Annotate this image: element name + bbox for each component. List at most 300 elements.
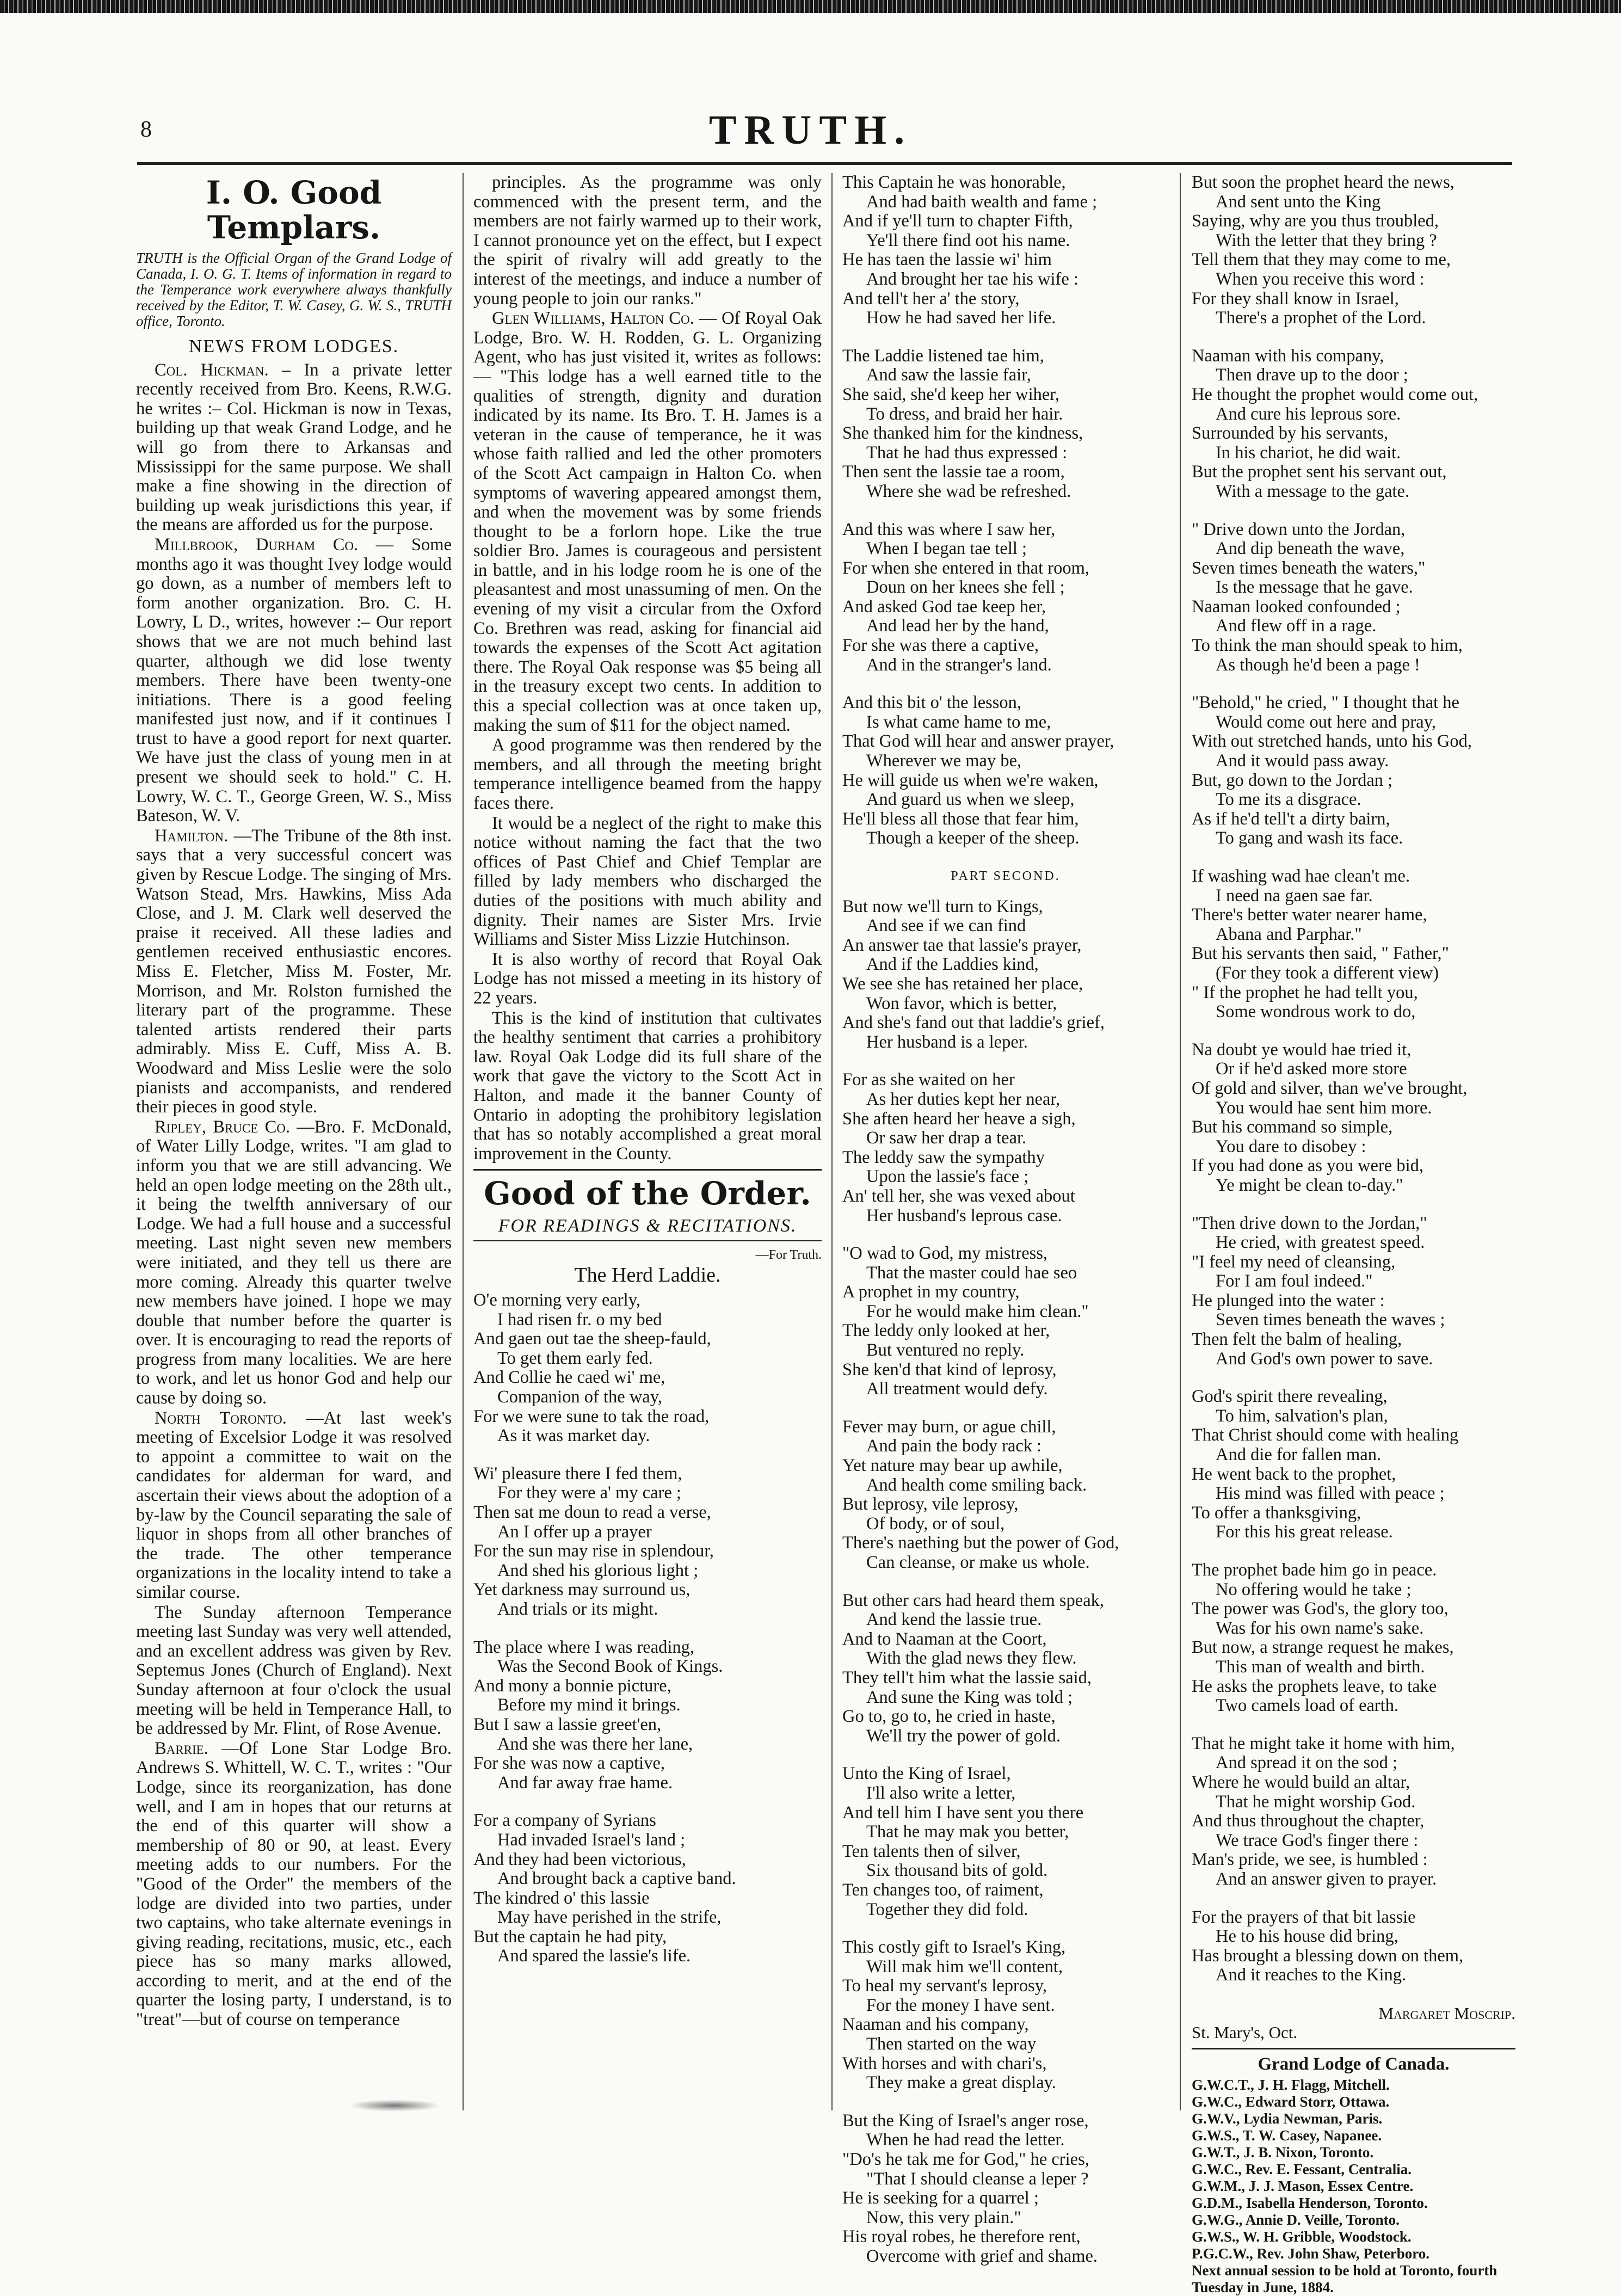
paragraph-text: —Of Lone Star Lodge Bro. Andrews S. Whittell, W. C. T., writes : "Our Lodge, since its reorganization, has done well, and I am in hopes that our returns at the end of this quarter will show a membership of 80 or 90, at least. Every meeting adds to our numbers. For the "Good of the Order" the members of the lodge are divided into two parties, under two captains, who take alternate evenings in giving reading, recitations, music, etc., each piece has so many marks allowed, according to merit, and at the end of the quarter the losing party, I understand, is to "treat"—but of course on temperance [136,1738,452,2030]
verse-line: The leddy saw the sympathy [842,1147,1045,1167]
verse-line: Seven times beneath the waters," [1192,558,1426,578]
paragraph-text: It is also worthy of record that Royal Oak Lodge has not missed a meeting in its history of 22 years. [473,949,822,1008]
verse-line: Saying, why are you thus troubled, [1192,211,1439,231]
verse-line: A prophet in my country, [842,1282,1020,1302]
verse-line: With out stretched hands, unto his God, [1192,731,1472,752]
verse-line: For this his great release. [1216,1522,1393,1542]
verse-line: Then drave up to the door ; [1216,365,1408,385]
verse-line: No offering would he take ; [1216,1579,1412,1599]
verse-line: For they shall know in Israel, [1192,288,1399,309]
verse-line: "I feel my need of cleansing, [1192,1252,1396,1272]
verse-line: Six thousand bits of gold. [866,1861,1048,1881]
section-rule [1192,2048,1515,2049]
verse-line: She ken'd that kind of leprosy, [842,1359,1057,1380]
verse-line: Fever may burn, or ague chill, [842,1417,1056,1437]
column-2 [473,173,822,2110]
section-rule [473,1240,822,1241]
verse-line: And this bit o' the lesson, [842,693,1022,713]
verse-line: For a company of Syrians [473,1811,656,1831]
officer-entry: G.W.C., Rev. E. Fessant, Centralia. [1192,2160,1412,2177]
verse-line: They make a great display. [866,2073,1056,2093]
news-paragraph [473,309,822,735]
paragraph-text: —Bro. F. McDonald, of Water Lilly Lodge, writes. "I am glad to inform you that we are still advancing. We held an open lodge meeting on the 28th ult., it being the twelfth anniversary of our Lodge. We had a full house and a successful meeting. Last night seven new members were initiated, and they tell us there are more coming. Already this quarter twelve new members have joined. I hope we may double that number before the quarter is over. It is encouraging to read the reports of progress from many localities. We are here to work, and let us honor God and help our cause by doing so. [136,1117,452,1408]
officer-entry: G.W.S., T. W. Casey, Napanee. [1192,2127,1382,2144]
verse-line: To offer a thanksgiving, [1192,1503,1361,1523]
paragraph-text: —The Tribune of the 8th inst. says that a very successful concert was given by Rescue Lodge. The singing of Mrs. Watson Stead, Mrs. Hawkins, Miss Ada Close, and J. M. Clark well deserved the praise it received. All these ladies and gentlemen received enthusiastic encores. Miss E. Fletcher, Miss M. Foster, Mr. Morrison, and Mr. Rolston furnished the literary part of the programme. These talented artists rendered their parts admirably. Miss E. Cuff, Miss A. B. Woodward and Miss Leslie were the solo pianists and accompanists, and rendered their pieces in good style. [136,826,452,1117]
verse-line: Doun on her knees she fell ; [866,577,1065,598]
poem-credit: —For Truth. [755,1247,822,1262]
stanza [1192,347,1515,502]
verse-line: Where she wad be refreshed. [866,481,1071,501]
verse-line: And brought her tae his wife : [866,269,1078,289]
verse-line: That he may mak you better, [866,1822,1069,1842]
verse-line: For he would make him clean." [866,1301,1089,1321]
verse-line: As if he'd tell't a dirty bairn, [1192,809,1390,829]
paragraph-text: A good programme was then rendered by the members, and all through the meeting bright temperance intelligence beamed from the happy faces there. [473,735,822,813]
stanza [842,897,1169,1052]
verse-line: And health come smiling back. [866,1475,1087,1495]
officer-entry: G.D.M., Isabella Henderson, Toronto. [1192,2194,1428,2211]
verse-line: And asked God tae keep her, [842,596,1046,617]
verse-line: And brought back a captive band. [497,1869,736,1889]
stanza [473,1638,822,1793]
verse-line: But his servants then said, " Father," [1192,944,1449,964]
officer-entry: G.W.M., J. J. Mason, Essex Centre. [1192,2177,1414,2194]
verse-line: To me its a disgrace. [1216,790,1361,810]
verse-line: Is the message that he gave. [1216,577,1413,598]
officer-entry: G.W.T., J. B. Nixon, Toronto. [1192,2144,1374,2160]
verse-line: Seven times beneath the waves ; [1216,1310,1445,1330]
verse-line: And it reaches to the King. [1216,1965,1407,1985]
verse-line: And cure his leprous sore. [1216,404,1401,424]
stanza [1192,1387,1515,1542]
verse-line: She thanked him for the kindness, [842,423,1083,444]
verse-line: But I saw a lassie greet'en, [473,1714,662,1734]
stanza [473,1464,822,1620]
verse-line: Before my mind it brings. [497,1695,681,1715]
news-paragraph [136,1603,452,1739]
stanza [842,1418,1169,1573]
verse-line: He thought the prophet would come out, [1192,384,1478,404]
officer-list [1192,2077,1515,2262]
verse-line: For the prayers of that bit lassie [1192,1907,1416,1927]
verse-line: This costly gift to Israel's King, [842,1937,1066,1958]
verse-line: Yet darkness may surround us, [473,1580,691,1600]
verse-line: And guard us when we sleep, [866,790,1075,810]
verse-line: I'll also write a letter, [866,1783,1016,1803]
column-3 [842,173,1169,2266]
verse-line: Ye'll there find oot his name. [866,230,1070,250]
verse-line: Naaman and his company, [842,2015,1029,2035]
news-paragraph [473,173,822,309]
page-number: 8 [140,117,152,142]
verse-line: For the sun may rise in splendour, [473,1541,714,1561]
verse-line: He asks the prophets leave, to take [1192,1676,1437,1696]
officer-entry: G.W.C.T., J. H. Flagg, Mitchell. [1192,2076,1390,2093]
verse-line: He'll bless all those that fear him, [842,809,1079,829]
verse-line: Where he would build an altar, [1192,1772,1410,1792]
stanza [473,1811,822,1966]
verse-line: "That I should cleanse a leper ? [866,2169,1089,2189]
verse-line: The prophet bade him go in peace. [1192,1560,1437,1580]
verse-line: When I began tae tell ; [866,539,1027,559]
verse-line: All treatment would defy. [866,1379,1048,1399]
verse-line: And in the stranger's land. [866,655,1052,675]
verse-line: And spared the lassie's life. [497,1946,691,1966]
verse-line: And spread it on the sod ; [1216,1753,1397,1773]
verse-line: An' tell her, she was vexed about [842,1186,1075,1206]
stanza [473,1291,822,1446]
verse-line: To dress, and braid her hair. [866,404,1063,424]
verse-line: You would hae sent him more. [1216,1098,1432,1118]
verse-line: "Behold," he cried, " I thought that he [1192,693,1459,713]
verse-line: And tell him I have sent you there [842,1802,1084,1823]
paragraph-text: It would be a neglect of the right to make this notice without naming the fact that the two offices of Past Chief and Chief Templar are filled by lady members who discharged the duties of the positions with much ability and dignity. Their names are Sister Mrs. Irvie Williams and Sister Miss Lizzie Hutchinson. [473,813,822,950]
verse-line: Of body, or of soul, [866,1513,1005,1534]
stanza [842,2112,1169,2267]
paragraph-text: The Sunday afternoon Temperance meeting last Sunday was very well attended, and an excellent address was given by Rev. Septemus Jones (Church of England). Next Sunday afternoon at four o'clock the usual meeting will be held in Temperance Hall, to be addressed by Mr. Flint, of Rose Avenue. [136,1602,452,1739]
next-session-note: Next annual session to be hold at Toronto, fourth Tuesday in June, 1884. [1192,2262,1497,2295]
stanza [842,1591,1169,1746]
paragraph-text: — Of Royal Oak Lodge, Bro. W. H. Rodden, G. L. Organizing Agent, who has just visited it, writes as follows: — "This lodge has a well earned title to the qualities of strength, dignity and duration indicated by its name. Its Bro. T. H. James is a veteran in the cause of temperance, he it was whose faith rallied and led the other promoters of the Scott Act campaign in Halton Co. when symptoms of wavering appeared amongst them, and when the movement was by some friends thought to be a forlorn hope. Like the true soldier Bro. James is courageous and persistent in battle, and in his lodge room he is one of the pleasantest and most unassuming of men. On the evening of my visit a circular from the Oxford Co. Brethren was read, asking for financial aid towards the expenses of the Scott Act agitation there. The Royal Oak response was $5 being all in the treasury except two cents. In addition to this a special collection was at once taken up, making the sum of $11 for the object named. [473,309,822,735]
verse-line: That the master could hae seo [866,1263,1077,1283]
poem-title: The Herd Laddie. [574,1264,721,1287]
verse-line: Had invaded Israel's land ; [497,1830,686,1850]
verse-line: But the captain he had pity, [473,1926,667,1947]
section-rule [473,1169,822,1171]
verse-line: Wi' pleasure there I fed them, [473,1463,682,1484]
verse-line: And had baith wealth and fame ; [866,192,1098,212]
verse-line: He plunged into the water : [1192,1290,1385,1310]
verse-line: Surrounded by his servants, [1192,423,1389,444]
verse-line: I had risen fr. o my bed [497,1309,662,1329]
news-paragraph [136,827,452,1117]
verse-line: He is seeking for a quarrel ; [842,2188,1039,2208]
verse-line: " If the prophet he had tellt you, [1192,982,1418,1002]
verse-line: Two camels load of earth. [1216,1696,1399,1716]
verse-line: Of gold and silver, than we've brought, [1192,1078,1468,1098]
verse-line: For as she waited on her [842,1070,1015,1090]
verse-line: But leprosy, vile leprosy, [842,1494,1019,1515]
verse-line: Tell them that they may come to me, [1192,250,1451,270]
verse-line: Then started on the way [866,2034,1037,2054]
paragraph-text: — Some months ago it was thought Ivey lodge would go down, as a number of members left to form another organization. Bro. C. H. Lowry, L D., writes, however :– Our report shows that we are not much behind last quarter, although we did lose twenty members. There have been twenty-one initiations. There is a good feeling manifested just now, and if it continues I trust to have a good report for next quarter. We have just the class of young men in at present we should seek to hold." C. H. Lowry, W. C. T., George Green, W. S., Miss Bateson, W. V. [136,534,452,826]
stanza [1192,1041,1515,1196]
poem-place: St. Mary's, Oct. [1192,2023,1298,2042]
verse-line: " Drive down unto the Jordan, [1192,519,1406,539]
verse-line: We'll try the power of gold. [866,1726,1061,1746]
verse-line: Ye might be clean to-day." [1216,1175,1403,1195]
verse-line: An I offer up a prayer [497,1522,652,1542]
verse-line: Na doubt ye would hae tried it, [1192,1039,1412,1060]
poem-stanzas [473,1291,822,1966]
stanza [842,1070,1169,1226]
verse-line: When he had read the letter. [866,2130,1065,2150]
verse-line: If you had done as you were bid, [1192,1156,1423,1176]
verse-line: And if ye'll turn to chapter Fifth, [842,211,1073,231]
verse-line: She said, she'd keep her wiher, [842,384,1059,404]
verse-line: His royal robes, he therefore rent, [842,2227,1081,2247]
verse-line: And an answer given to prayer. [1216,1869,1437,1889]
stanza [842,173,1169,328]
paragraph-text: – In a private letter recently received from Bro. Keens, R.W.G. he writes :– Col. Hickman is now in Texas, building up that weak Grand Lodge, and he will go from there to Arkansas and Mississippi for the same purpose. We shall make a fine showing in the direction of building up weak jurisdictions this year, if the means are afforded us for the purpose. [136,360,452,535]
verse-line: In his chariot, he did wait. [1216,442,1401,463]
verse-line: With the letter that they bring ? [1216,230,1437,250]
officer-entry: G.W.V., Lydia Newman, Paris. [1192,2110,1383,2127]
masthead-rule [137,162,1512,165]
verse-line: But the King of Israel's anger rose, [842,2110,1089,2131]
verse-line: The kindred o' this lassie [473,1888,650,1908]
verse-line: "Then drive down to the Jordan," [1192,1213,1427,1233]
paragraph-lead: North Toronto. [155,1408,287,1428]
verse-line: Can cleanse, or make us whole. [866,1553,1090,1572]
verse-line: There's better water nearer hame, [1192,905,1427,925]
verse-line: Though a keeper of the sheep. [866,828,1080,848]
verse-line: But other cars had heard them speak, [842,1590,1105,1610]
verse-line: "O wad to God, my mistress, [842,1244,1048,1264]
news-paragraph [473,736,822,813]
stanza [1192,520,1515,675]
verse-line: An answer tae that lassie's prayer, [842,935,1082,955]
paragraph-lead: Ripley, Bruce Co. [155,1117,290,1137]
verse-line: And dip beneath the wave, [1216,539,1405,559]
verse-line: Is what came hame to me, [866,712,1051,732]
verse-line: Her husband's leprous case. [866,1205,1062,1226]
verse-line: He cried, with greatest speed. [1216,1233,1425,1253]
stanza [1192,1561,1515,1716]
verse-line: And to Naaman at the Coort, [842,1629,1047,1649]
stanza [842,1244,1169,1399]
column-divider [1180,173,1181,2110]
poem-stanzas [842,897,1169,2267]
poem-signature: Margaret Moscrip. [1378,2003,1515,2023]
news-paragraph [473,950,822,1008]
verse-line: As it was market day. [497,1426,650,1446]
readings-heading: FOR READINGS & RECITATIONS. [498,1216,797,1236]
verse-line: But ventured no reply. [866,1340,1025,1361]
verse-line: With the glad news they flew. [866,1648,1077,1669]
news-paragraph [473,1009,822,1164]
verse-line: And mony a bonnie picture, [473,1676,671,1696]
verse-line: Naaman looked confounded ; [1192,596,1401,617]
verse-line: He to his house did bring, [1216,1926,1398,1947]
stanza [1192,173,1515,328]
verse-line: "Do's he tak me for God," he cries, [842,2150,1089,2170]
poem-stanzas [842,173,1169,848]
verse-line: This Captain he was honorable, [842,173,1066,192]
article-continuation [473,173,822,1164]
verse-line: For the money I have sent. [866,1995,1055,2015]
verse-line: O'e morning very early, [473,1290,640,1310]
verse-line: She aften heard her heave a sigh, [842,1109,1076,1129]
part-two-heading: PART SECOND. [951,869,1061,883]
verse-line: And sune the King was told ; [866,1687,1073,1707]
verse-line: Will mak him we'll content, [866,1956,1063,1977]
officer-entry: G.W.C., Edward Storr, Ottawa. [1192,2093,1390,2110]
verse-line: That he might take it home with him, [1192,1733,1455,1753]
verse-line: And Collie he caed wi' me, [473,1368,665,1388]
paragraph-lead: Hamilton. [155,826,229,846]
verse-line: There's a prophet of the Lord. [1216,308,1426,328]
verse-line: The power was God's, the glory too, [1192,1599,1449,1619]
verse-line: But his command so simple, [1192,1117,1393,1137]
verse-line: The place where I was reading, [473,1637,695,1657]
lodge-news-list [136,361,452,2030]
news-paragraph [136,1118,452,1408]
paragraph-lead: Glen Williams, Halton Co. [492,309,694,329]
verse-line: We trace God's finger there : [1216,1830,1419,1850]
verse-line: And flew off in a rage. [1216,616,1377,636]
verse-line: And she was there her lane, [497,1734,693,1754]
verse-line: Now, this very plain." [866,2207,1021,2227]
verse-line: To heal my servant's leprosy, [842,1976,1047,1996]
verse-line: Won favor, which is better, [866,993,1057,1013]
verse-line: Companion of the way, [497,1387,662,1407]
verse-line: To gang and wash its face. [1216,828,1403,848]
verse-line: Naaman with his company, [1192,346,1384,366]
verse-line: Or if he'd asked more store [1216,1059,1407,1079]
verse-line: And it would pass away. [1216,751,1389,771]
column-4 [1192,173,1515,2295]
grand-lodge-heading: Grand Lodge of Canada. [1258,2054,1450,2075]
ink-smudge [348,2100,441,2112]
news-paragraph [136,1409,452,1603]
stanza [1192,1734,1515,1889]
stanza [1192,867,1515,1022]
verse-line: But soon the prophet heard the news, [1192,173,1454,192]
verse-line: Has brought a blessing down on them, [1192,1946,1464,1966]
verse-line: Ten changes too, of raiment, [842,1880,1044,1900]
verse-line: Her husband is a leper. [866,1032,1028,1052]
stanza [1192,693,1515,848]
verse-line: Or saw her drap a tear. [866,1128,1027,1148]
verse-line: With a message to the gate. [1216,481,1410,501]
verse-line: As her duties kept her near, [866,1089,1061,1109]
verse-line: He went back to the prophet, [1192,1464,1396,1484]
paragraph-lead: Barrie. [155,1738,208,1758]
verse-line: Yet nature may bear up awhile, [842,1456,1063,1476]
verse-line: May have perished in the strife, [497,1907,722,1928]
verse-line: And kend the lassie true. [866,1610,1042,1630]
news-paragraph [136,535,452,826]
paragraph-text: This is the kind of institution that cultivates the healthy sentiment that carries a prohibitory law. Royal Oak Lodge did its full share of the work that gave the victory to the Scott Act in Halton, and made it the banner County of Ontario in adopting the prohibitory legislation that has so notably accomplished a great moral improvement in the County. [473,1008,822,1164]
verse-line: And shed his glorious light ; [497,1560,699,1580]
verse-line: With horses and with chari's, [842,2053,1047,2073]
section-heading: I. O. Good Templars. [206,174,382,246]
verse-line: Unto the King of Israel, [842,1764,1011,1784]
verse-line: For she was now a captive, [473,1753,665,1774]
verse-line: For they were a' my care ; [497,1483,681,1503]
verse-line: Man's pride, we see, is humbled : [1192,1850,1428,1870]
verse-line: Upon the lassie's face ; [866,1167,1029,1187]
verse-line: And far away frae hame. [497,1772,673,1793]
verse-line: Ten talents then of silver, [842,1841,1021,1861]
column-divider [463,173,464,2110]
verse-line: He has taen the lassie wi' him [842,250,1052,270]
verse-line: And die for fallen man. [1216,1445,1382,1465]
verse-line: Then sat me doun to read a verse, [473,1503,711,1522]
paragraph-lead: Col. Hickman. [155,360,269,380]
verse-line: But the prophet sent his servant out, [1192,462,1447,482]
verse-line: As though he'd been a page ! [1216,655,1420,675]
verse-line: Was the Second Book of Kings. [497,1657,723,1677]
officer-entry: P.G.C.W., Rev. John Shaw, Peterboro. [1192,2245,1430,2262]
page-top-edge [0,0,1621,13]
verse-line: His mind was filled with peace ; [1216,1484,1445,1504]
verse-line: For she was there a captive, [842,636,1039,656]
verse-line: The Laddie listened tae him, [842,346,1044,366]
verse-line: And thus throughout the chapter, [1192,1811,1425,1831]
news-paragraph [136,361,452,535]
verse-line: For when she entered in that room, [842,558,1089,578]
verse-line: That Christ should come with healing [1192,1425,1459,1445]
verse-line: We see she has retained her place, [842,974,1083,994]
verse-line: This man of wealth and birth. [1216,1657,1425,1677]
officer-entry: G.W.S., W. H. Gribble, Woodstock. [1192,2228,1412,2245]
good-of-order-heading: Good of the Order. [484,1175,811,1212]
verse-line: That God will hear and answer prayer, [842,731,1114,752]
verse-line: They tell't him what the lassie said, [842,1667,1092,1688]
verse-line: But, go down to the Jordan ; [1192,770,1393,790]
verse-line: Go to, go to, he cried in haste, [842,1707,1056,1727]
verse-line: When you receive this word : [1216,269,1425,289]
masthead: TRUTH. [708,107,913,153]
stanza [842,1764,1169,1919]
news-paragraph [473,814,822,950]
verse-line: And they had been victorious, [473,1849,686,1869]
stanza [1192,1214,1515,1369]
officer-entry: G.W.G., Annie D. Veille, Toronto. [1192,2211,1400,2228]
verse-line: And see if we can find [866,916,1026,936]
verse-line: And if the Laddies kind, [866,955,1039,975]
paragraph-text: —At last week's meeting of Excelsior Lodge it was resolved to appoint a committee to wait on the candidates for alderman for ward, and ascertain their views about the adoption of a by-law by the Council separating the sale of liquor in shops from all other branches of the trade. The other temperance organizations in the locality intend to take a similar course. [136,1408,452,1602]
stanza [842,520,1169,675]
verse-line: To him, salvation's plan, [1216,1406,1388,1426]
verse-line: (For they took a different view) [1216,963,1439,983]
verse-line: I need na gaen sae far. [1216,885,1373,906]
verse-line: For we were sune to tak the road, [473,1406,710,1426]
column-divider [831,173,833,2110]
verse-line: But now we'll turn to Kings, [842,896,1043,916]
verse-line: But now, a strange request he makes, [1192,1638,1454,1658]
verse-line: For I am foul indeed." [1216,1271,1373,1291]
stanza [842,693,1169,848]
verse-line: Some wondrous work to do, [1216,1002,1416,1022]
verse-line: Overcome with grief and shame. [866,2246,1098,2266]
stanza [1192,1908,1515,1985]
verse-line: And God's own power to save. [1216,1349,1433,1369]
news-heading: NEWS FROM LODGES. [188,336,399,356]
verse-line: That he might worship God. [1216,1792,1416,1812]
editor-note: TRUTH is the Official Organ of the Grand Lodge of Canada, I. O. G. T. Items of information in regard to the Temperance work everywhere always thankfully received by the Editor, T. W. Casey, G. W. S., TRUTH office, Toronto. [136,250,452,329]
verse-line: You dare to disobey : [1216,1136,1366,1156]
verse-line: Was for his own name's sake. [1216,1618,1424,1638]
verse-line: And saw the lassie fair, [866,365,1031,385]
stanza [842,347,1169,502]
verse-line: And pain the body rack : [866,1436,1042,1456]
verse-line: And sent unto the King [1216,192,1381,212]
verse-line: And trials or its might. [497,1599,658,1619]
verse-line: Together they did fold. [866,1899,1028,1919]
verse-line: To get them early fed. [497,1348,653,1368]
paragraph-lead: Millbrook, Durham Co. [155,534,359,555]
verse-line: Would come out here and pray, [1216,712,1436,732]
verse-line: Wherever we may be, [866,751,1022,771]
verse-line: Then felt the balm of healing, [1192,1329,1402,1350]
verse-line: Abana and Parphar." [1216,924,1362,944]
verse-line: And lead her by the hand, [866,616,1049,636]
verse-line: And gaen out tae the sheep-fauld, [473,1329,711,1349]
